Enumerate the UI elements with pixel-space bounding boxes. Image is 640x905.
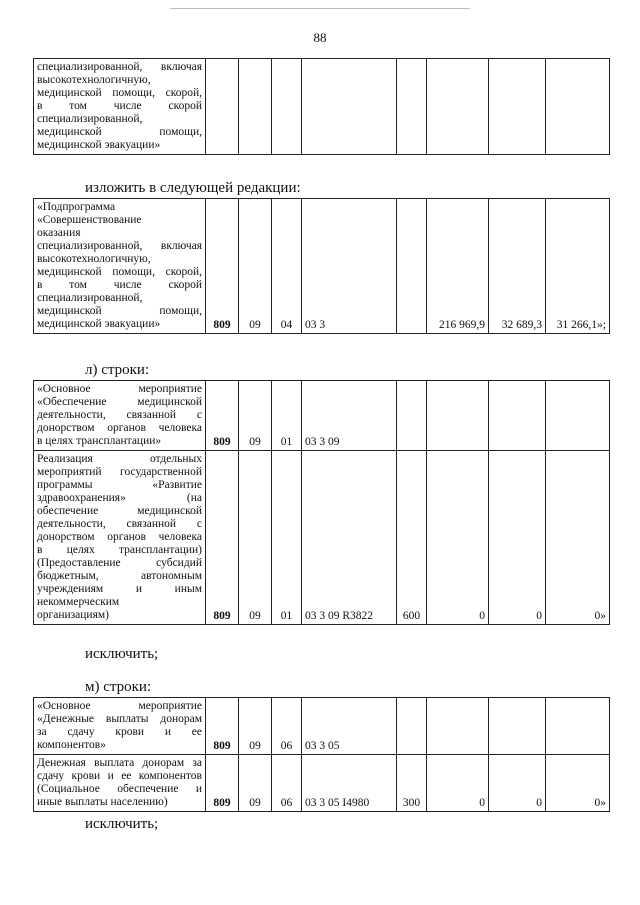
item-name-line: в целях трансплантации» bbox=[37, 435, 162, 447]
amount-2019-cell bbox=[546, 381, 610, 451]
amount-2017-cell bbox=[427, 381, 489, 451]
expense-type-cell bbox=[397, 381, 427, 451]
amount-2019-cell: 31 266,1»; bbox=[546, 199, 610, 334]
expense-type-cell: 600 bbox=[397, 451, 427, 625]
target-article-cell: 03 3 05 I4980 bbox=[302, 755, 397, 812]
expense-type-cell bbox=[397, 199, 427, 334]
item-name-cell bbox=[34, 451, 206, 625]
item-name-cell bbox=[34, 755, 206, 812]
table-redaction bbox=[33, 198, 610, 334]
item-name-line: медицинской помощи, bbox=[37, 126, 202, 138]
ministry-code-cell: 809 bbox=[206, 199, 239, 334]
section-cell: 09 bbox=[239, 755, 272, 812]
item-name-line: здравоохранения» (на bbox=[37, 492, 202, 504]
item-name-line: высокотехнологичную, bbox=[37, 253, 151, 265]
item-name-line: компонентов» bbox=[37, 739, 106, 751]
ministry-code-cell bbox=[206, 59, 239, 155]
amount-2018-cell bbox=[489, 59, 546, 155]
amount-2018-cell bbox=[489, 381, 546, 451]
item-name-line: Реализация отдельных bbox=[37, 453, 202, 465]
table-row bbox=[34, 451, 610, 625]
section-cell: 09 bbox=[239, 451, 272, 625]
item-name-line: «Основное мероприятие bbox=[37, 700, 202, 712]
item-name-line: сдачу крови и ее компонентов bbox=[37, 770, 202, 782]
section-l-heading: л) строки: bbox=[85, 362, 150, 378]
target-article-cell: 03 3 09 bbox=[302, 381, 397, 451]
item-name-cell bbox=[34, 59, 206, 155]
item-name-line: «Основное мероприятие bbox=[37, 383, 202, 395]
amount-2017-cell: 0 bbox=[427, 755, 489, 812]
ministry-code-cell: 809 bbox=[206, 451, 239, 625]
amount-2019-cell bbox=[546, 59, 610, 155]
item-name-line: (Предоставление субсидий bbox=[37, 557, 202, 569]
item-name-line: донорством органов человека bbox=[37, 422, 202, 434]
item-name-line: за сдачу крови и ее bbox=[37, 726, 202, 738]
item-name-line: иные выплаты населению) bbox=[37, 796, 168, 808]
item-name-line: обеспечение медицинской bbox=[37, 505, 202, 517]
item-name-line: «Денежные выплаты донорам bbox=[37, 713, 202, 725]
item-name-cell bbox=[34, 199, 206, 334]
table-row bbox=[34, 381, 610, 451]
table-row bbox=[34, 199, 610, 334]
item-name-line: в том числе скорой bbox=[37, 279, 202, 291]
item-name-line: специализированной, включая bbox=[37, 240, 202, 252]
subsection-cell: 04 bbox=[272, 199, 302, 334]
item-name-line: «Обеспечение медицинской bbox=[37, 396, 202, 408]
item-name-line: программы «Развитие bbox=[37, 479, 202, 491]
table-top-fragment bbox=[33, 58, 610, 155]
item-name-line: медицинской помощи, скорой, bbox=[37, 87, 202, 99]
section-cell bbox=[239, 59, 272, 155]
table-row bbox=[34, 755, 610, 812]
expense-type-cell bbox=[397, 59, 427, 155]
amount-2017-cell bbox=[427, 59, 489, 155]
item-name-line: организациям) bbox=[37, 609, 109, 621]
amount-2017-cell bbox=[427, 698, 489, 755]
page-number: 88 bbox=[313, 30, 327, 45]
item-name-line: специализированной, bbox=[37, 113, 143, 125]
ministry-code-cell: 809 bbox=[206, 381, 239, 451]
amount-2019-cell: 0» bbox=[546, 755, 610, 812]
amount-2017-cell: 0 bbox=[427, 451, 489, 625]
target-article-cell bbox=[302, 59, 397, 155]
section-m-heading: м) строки: bbox=[85, 679, 152, 695]
amount-2017-cell: 216 969,9 bbox=[427, 199, 489, 334]
item-name-line: «Совершенствование bbox=[37, 214, 142, 226]
table-row bbox=[34, 698, 610, 755]
amount-2018-cell: 0 bbox=[489, 755, 546, 812]
table-row bbox=[34, 59, 610, 155]
subsection-cell: 01 bbox=[272, 381, 302, 451]
item-name-line: в целях трансплантации) bbox=[37, 544, 202, 556]
amount-2018-cell: 32 689,3 bbox=[489, 199, 546, 334]
item-name-line: донорством органов человека bbox=[37, 531, 202, 543]
item-name-line: Денежная выплата донорам за bbox=[37, 757, 202, 769]
item-name-line: медицинской эвакуации» bbox=[37, 318, 161, 330]
item-name-line: специализированной, включая bbox=[37, 61, 202, 73]
redaction-heading: изложить в следующей редакции: bbox=[85, 180, 301, 196]
item-name-line: мероприятий государственной bbox=[37, 466, 202, 478]
item-name-cell bbox=[34, 381, 206, 451]
ministry-code-cell: 809 bbox=[206, 755, 239, 812]
item-name-line: оказания bbox=[37, 227, 81, 239]
subsection-cell: 06 bbox=[272, 698, 302, 755]
amount-2018-cell: 0 bbox=[489, 451, 546, 625]
item-name-line: медицинской помощи, скорой, bbox=[37, 266, 202, 278]
expense-type-cell: 300 bbox=[397, 755, 427, 812]
exclude-text-2: исключить; bbox=[85, 816, 159, 832]
item-name-line: деятельности, связанной с bbox=[37, 409, 202, 421]
target-article-cell: 03 3 09 R3822 bbox=[302, 451, 397, 625]
item-name-line: медицинской эвакуации» bbox=[37, 139, 161, 151]
amount-2019-cell bbox=[546, 698, 610, 755]
section-cell: 09 bbox=[239, 698, 272, 755]
amount-2019-cell: 0» bbox=[546, 451, 610, 625]
item-name-line: (Социальное обеспечение и bbox=[37, 783, 202, 795]
item-name-line: высокотехнологичную, bbox=[37, 74, 151, 86]
subsection-cell bbox=[272, 59, 302, 155]
item-name-cell bbox=[34, 698, 206, 755]
target-article-cell: 03 3 05 bbox=[302, 698, 397, 755]
section-cell: 09 bbox=[239, 199, 272, 334]
item-name-line: учреждениям и иным bbox=[37, 583, 202, 595]
target-article-cell: 03 3 bbox=[302, 199, 397, 334]
amount-2018-cell bbox=[489, 698, 546, 755]
exclude-text-1: исключить; bbox=[85, 646, 159, 662]
expense-type-cell bbox=[397, 698, 427, 755]
section-cell: 09 bbox=[239, 381, 272, 451]
ministry-code-cell: 809 bbox=[206, 698, 239, 755]
table-section-m bbox=[33, 697, 610, 812]
item-name-line: «Подпрограмма bbox=[37, 201, 116, 213]
item-name-line: специализированной, bbox=[37, 292, 143, 304]
item-name-line: бюджетным, автономным bbox=[37, 570, 202, 582]
item-name-line: в том числе скорой bbox=[37, 100, 202, 112]
subsection-cell: 06 bbox=[272, 755, 302, 812]
item-name-line: деятельности, связанной с bbox=[37, 518, 202, 530]
item-name-line: некоммерческим bbox=[37, 596, 120, 608]
subsection-cell: 01 bbox=[272, 451, 302, 625]
top-rule bbox=[170, 8, 470, 9]
table-section-l bbox=[33, 380, 610, 625]
item-name-line: медицинской помощи, bbox=[37, 305, 202, 317]
